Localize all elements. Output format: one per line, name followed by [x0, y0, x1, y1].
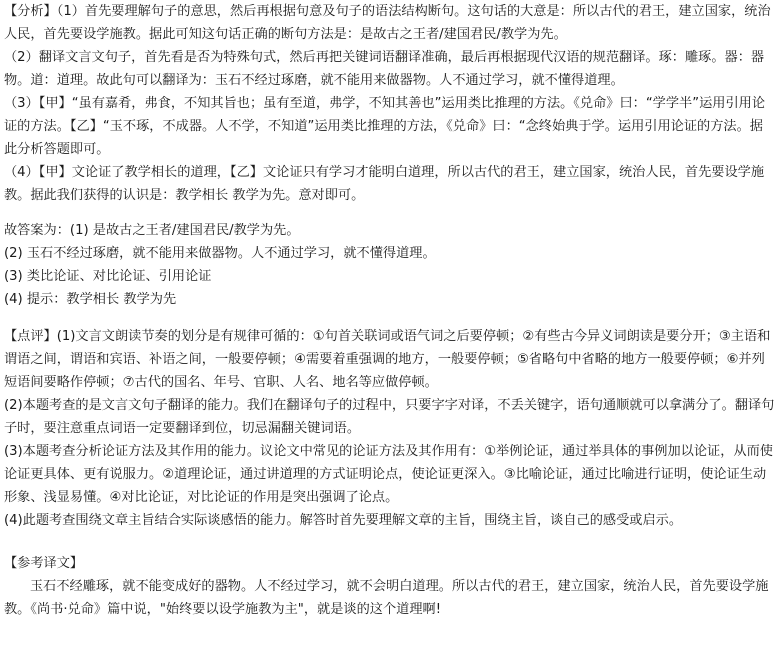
- analysis-part-2: （2）翻译文言文句子，首先看是否为特殊句式，然后再把关键词语翻译准确，最后再根据现代汉语的规范翻译。琢：雕琢。器：器物。道：道理。故此句可以翻译为：玉石不经过琢磨，就不能用来做器物。人不通过学习，就不懂得道理。: [4, 50, 765, 88]
- comment-part-2: (2)本题考查的是文言文句子翻译的能力。我们在翻译句子的过程中，只要字字对译，不丢关键字，语句通顺就可以拿满分了。翻译句子时，要注意重点词语一定要翻译到位，切忌漏翻关键词语。: [4, 398, 775, 436]
- comment-part-3: (3)本题考查分析论证方法及其作用的能力。议论文中常见的论证方法及其作用有：①举例论证，通过举具体的事例加以论证，从而使论证更具体、更有说服力。②道理论证，通过讲道理的方式证明论点，使论证更深入。③比喻论证，通过比喻进行证明，使论证生动形象、浅显易懂。④对比论证，对比论证的作用是突出强调了论点。: [4, 444, 773, 505]
- answer-line-1: 故答案为：(1) 是故古之王者/建国君民/教学为先。: [4, 223, 300, 238]
- comment-section: [4, 325, 776, 532]
- translation-body: 玉石不经雕琢，就不能变成好的器物。人不经过学习，就不会明白道理。所以古代的君王，建立国家，统治人民，首先要设学施教。《尚书·兑命》篇中说，"始终要以设学施教为主"，就是谈的这个道理啊!: [4, 579, 769, 617]
- answer-line-4: (4) 提示：教学相长 教学为先: [4, 292, 177, 307]
- answer-section: [4, 219, 776, 311]
- comment-part-1: 【点评】(1)文言文朗读节奏的划分是有规律可循的：①句首关联词或语气词之后要停顿；②有些古今异义词朗读是要分开；③主语和谓语之间，谓语和宾语、补语之间，一般要停顿；④需要着重强调的地方，一般要停顿；⑤省略句中省略的地方一般要停顿；⑥并列短语间要略作停顿；⑦古代的国名、年号、官职、人名、地名等应做停顿。: [4, 329, 771, 390]
- analysis-part-1: 【分析】（1）首先要理解句子的意思，然后再根据句意及句子的语法结构断句。这句话的大意是：所以古代的君王，建立国家，统治人民，首先要设学施教。据此可知这句话正确的断句方法是：是故古之王者/建国君民/教学为先。: [4, 4, 771, 42]
- analysis-part-4: （4）【甲】文论证了教学相长的道理，【乙】文论证只有学习才能明白道理，所以古代的君王，建立国家，统治人民，首先要设学施教。据此我们获得的认识是：教学相长 教学为先。意对即可。: [4, 165, 765, 203]
- translation-section: [4, 552, 776, 621]
- answer-line-2: (2) 玉石不经过琢磨，就不能用来做器物。人不通过学习，就不懂得道理。: [4, 246, 436, 261]
- answer-line-3: (3) 类比论证、对比论证、引用论证: [4, 269, 212, 284]
- translation-heading: 【参考译文】: [4, 556, 84, 571]
- comment-part-4: (4)此题考查围绕文章主旨结合实际谈感悟的能力。解答时首先要理解文章的主旨，围绕主旨，谈自己的感受或启示。: [4, 513, 683, 528]
- analysis-section: [4, 0, 776, 207]
- analysis-part-3: （3）【甲】“虽有嘉肴，弗食，不知其旨也；虽有至道，弗学，不知其善也”运用类比推理的方法。《兑命》曰：“学学半”运用引用论证的方法。【乙】“玉不琢，不成器。人不学，不知道”运用类比推理的方法，《兑命》曰：“念终始典于学。运用引用论证的方法。据此分析答题即可。: [4, 96, 766, 157]
